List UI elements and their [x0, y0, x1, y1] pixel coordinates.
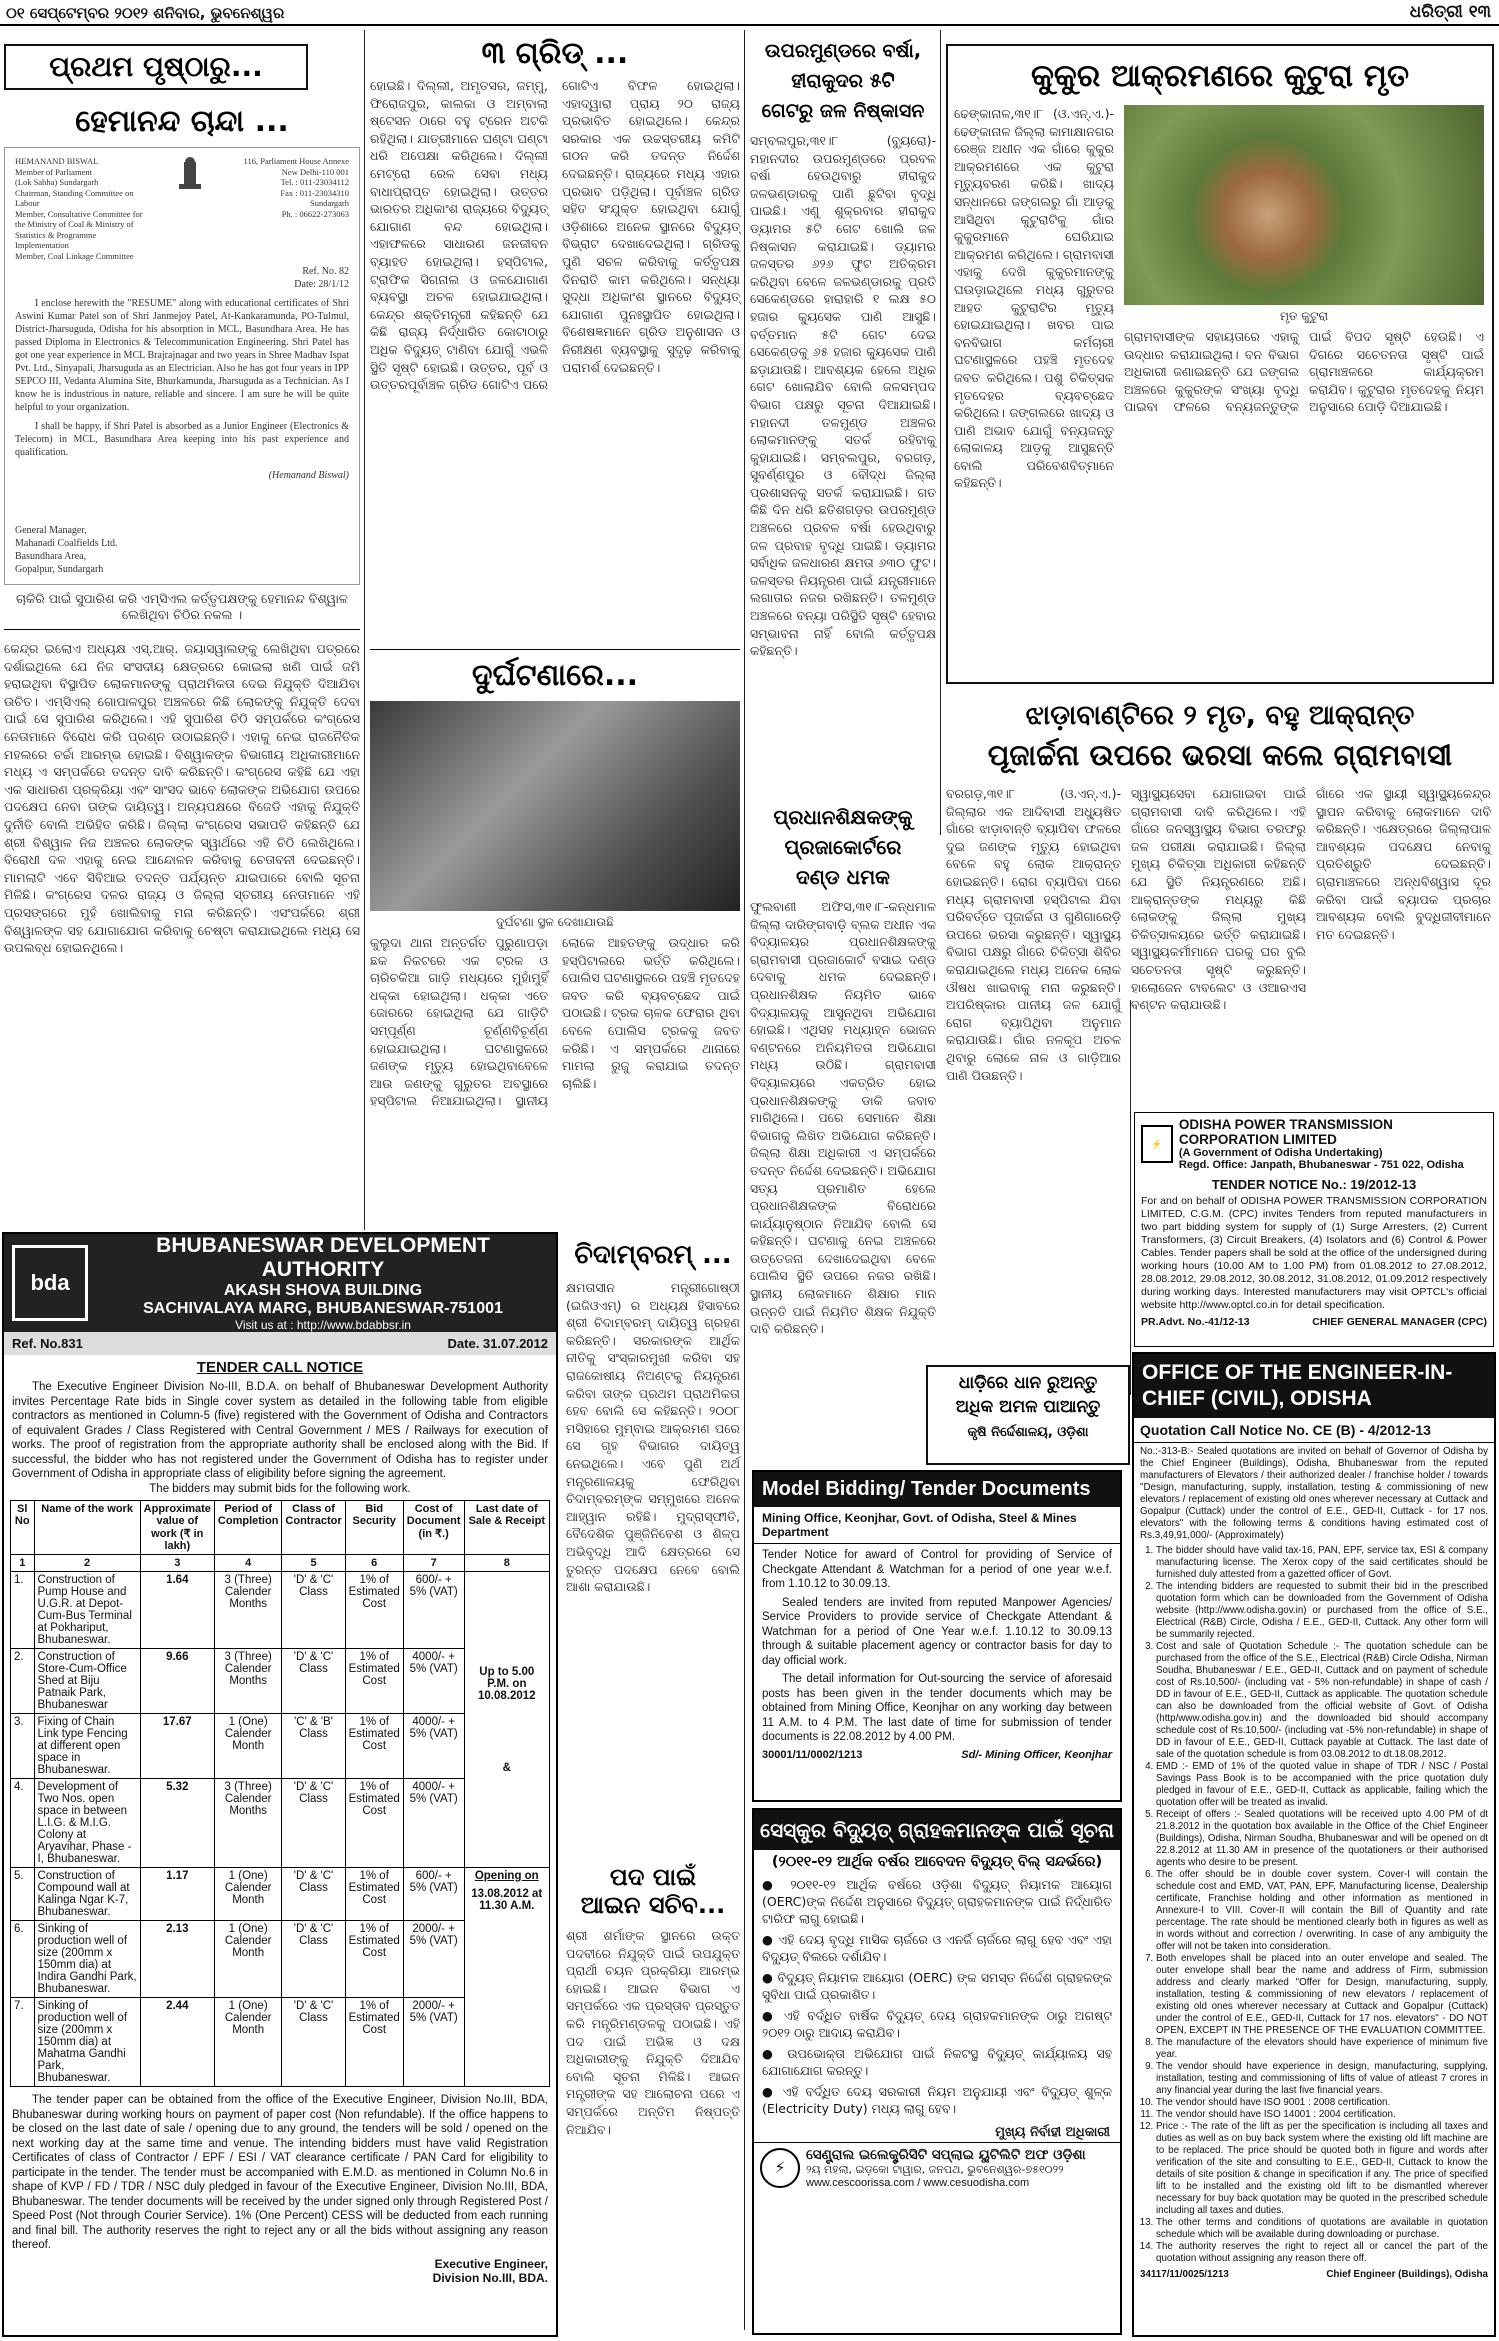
headline-prayer: ପୂଜାର୍ଚ୍ଚନା ଉପରେ ଭରସା କଲେ ଗ୍ରାମବାସୀ: [987, 738, 1453, 772]
article-body-diarrhoea-mid: ସ୍ୱାସ୍ଥ୍ୟସେବା ଯୋଗାଇବା ପାଇଁ ଗ୍ରାମବାସୀ ଦାବି କରିଥିଲେ। ଏହି ଗାଁରେ ଜନସ୍ୱାସ୍ଥ୍ୟ ବିଭାଗ ତରଫରୁ ଜଳ ପରୀକ୍ଷା କରାଯାଇଛି। ଜିଲ୍ଲା ମୁଖ୍ୟ ଚିକିତ୍ସା ଅଧିକାରୀ କହିଛନ୍ତି ଯେ ସ୍ଥିତି ନିୟନ୍ତ୍ରଣରେ ଅଛି। ଆକ୍ରାନ୍ତଙ୍କ ମଧ୍ୟରୁ କିଛି ଲୋକଙ୍କୁ ଜିଲ୍ଲା ମୁଖ୍ୟ ଚିକିତ୍ସାଳୟରେ ଭର୍ତ୍ତି କରାଯାଇଛି। ସ୍ୱାସ୍ଥ୍ୟକର୍ମୀମାନେ ଘରକୁ ଘର ବୁଲି ସଚେତନତା ସୃଷ୍ଟି କରୁଛନ୍ତି। ହାଲୋଜେନ ଟାବଲେଟ ଓ ଓଆରଏସ ବଣ୍ଟନ କରାଯାଉଛି।: [1131, 786, 1306, 1013]
opening-label: Opening on: [474, 1870, 539, 1882]
cell-security: 1% of Estimated Cost: [345, 1998, 403, 2087]
table-header: Last date of Sale & Receipt: [464, 1501, 549, 1555]
mining-body3: The detail information for Out-sourcing the service of aforesaid posts has been given in the tender documents which may be obtained from Mining Office, Keonjhar on any working day between 11 A.M. to 4 P.M. The last date of time for submission of tender documents is 22.08.2012 by 4.00 PM.: [762, 1673, 1112, 1743]
eic-item: 1. The bidder should have valid tax-16, PAN, EPF, service tax, ESI & company manufacturing license. The Xerox copy of the said certificates should be furnished duly attested from a gazetted officer of Govt.: [1156, 1545, 1488, 1581]
eic-item: 9. The vendor should have experience in design, manufacturing, supplying, installation, testing and commissioning of lifts of value of atleast 7 crores in any financial year during the last five financial years.: [1156, 2061, 1488, 2097]
cell-period: 1 (One) Calender Month: [214, 1868, 282, 1921]
col-num: 1: [11, 1555, 35, 1572]
eic-intro: No.:-313-B:- Sealed quotations are invited on behalf of Governor of Odisha by the Chief Engineer (Buildings), Odisha, Bhubaneswar from the reputed manufacturers of Elevators / their authorized dealer / franchise holder / towards "Design, manufacturing, supply, installation, testing & commissioning of new elevators / replacement of existing old ones wherever necessary at Cuttack and Gopalpur (Cuttack) under the control of E.E., GED-II, Cuttack - for 17 nos. elevators" with the following terms & conditions having estimated cost of Rs.3,49,91,000/- (Approximately): [1140, 1446, 1488, 1541]
cell-security: 1% of Estimated Cost: [345, 1868, 403, 1921]
table-header: Approximate value of work (₹ in lakh): [140, 1501, 214, 1555]
col-num: 3: [140, 1555, 214, 1572]
eic-item: 7. Both envelopes shall be placed into an outer envelope and sealed. The outer envelope shall bear the name and address of Firm, submission address and clearly marked "Offer for Design, manufacturing, supply, installation, testing & commissioning of new elevators / replacement of existing old ones wherever necessary at Cuttack and Gopalpur (Cuttack) under the control of E.E., GED-II, Cuttack for 17 nos. elevators" - DO NOT OPEN, EXCEPT IN THE PRESENCE OF THE EVALUATION COMMITTEE.: [1156, 1953, 1488, 2037]
cesu-website[interactable]: www.cescoorissa.com / www.cesuodisha.com: [806, 2177, 1030, 2189]
bda-footer: The tender paper can be obtained from the office of the Executive Engineer, Division No.III, BDA, Bhubaneswar during working hours on payment of paper cost (Non refundable). If the office happens to be closed on the last date of sale / opening due to any ground, the tenders will be sold / opened on the next working day at the same time and venue. The intending bidders must have valid Registration Certificates of class of Contractor / EPF / ESI / VAT clearance certificate / PAN Card for eligibility to participate in the tender. The tender must be accompanied with E.M.D. as mentioned in Column No.6 in shape of KVP / FD / TDR / NSC duly pledged in favour of the Executive Engineer, Division No.III, BDA, Bhubaneswar. The tender documents will be received by the under signed only through Registered Post / Speed Post (Not through Courier Service). 1% (One Percent) CESS will be deducted from each running and final bill. The authority reserves the right to reject any or all the bids without assigning any reason thereof.: [12, 2094, 548, 2251]
cell-class: 'D' & 'C' Class: [282, 1779, 345, 1868]
agri-ad-title: ଧାଡ଼ିରେ ଧାନ ରୁଅନ୍ତୁ ଅଧିକ ଅମଳ ପାଆନ୍ତୁ: [955, 1373, 1101, 1417]
cell-sl: 7.: [11, 1998, 35, 2087]
cell-cost: 2000/- + 5% (VAT): [403, 1921, 464, 1998]
cell-class: 'D' & 'C' Class: [282, 1649, 345, 1714]
bda-tender-ad: [2, 1232, 558, 2337]
article-body-hemanand: କେନ୍ଦ୍ର ଇଲୋଏ ଅଧ୍ୟକ୍ଷ ଏସ୍‌.ଆର୍‌. ଜୟାସୱାଲଙ୍କୁ ଲେଖିଥିବା ପତ୍ରରେ ଦର୍ଶାଇଥିଲେ ଯେ ନିଜ ସଂସଦୀୟ କ୍ଷେତ୍ରରେ କୋଇଲା ଖଣି ପାଇଁ ଜମି ହରାଇଥିବା ବିସ୍ଥାପିତ ଲୋକମାନଙ୍କୁ ପ୍ରାଥମିକତା ଦେଇ ନିଯୁକ୍ତି ଦିଆଯିବା ଉଚିତ। ଏମ୍‌ସିଏଲ୍‌ ଗୋପାଳପୁର ଅଞ୍ଚଳରେ କିଛି ଲୋକଙ୍କୁ ନିଯୁକ୍ତି ଦେବା ପାଇଁ ସେ ସୁପାରିଶ କରିଥିଲେ। ଏହି ସୁପାରିଶ ଚିଠି ସମ୍ପର୍କରେ କଂଗ୍ରେସ ନେତାମାନେ ବିରୋଧ କରି ପ୍ରଶ୍ନ ଉଠାଇଛନ୍ତି। ଏହାକୁ ନେଇ ରାଜନୈତିକ ମହଲରେ ଚର୍ଚ୍ଚା ଆରମ୍ଭ ହୋଇଛି। ବିଶ୍ୱାଳଙ୍କ ବିଭାଗୀୟ ଅଧିକାରୀମାନେ ମଧ୍ୟ ଏ ସମ୍ପର୍କରେ ତଦନ୍ତ ଦାବି କରିଛନ୍ତି। କଂଗ୍ରେସ କହିଛି ଯେ ଏହା ଏକ ସାଧାରଣ ପ୍ରକ୍ରିୟା ଏବଂ ସାଂସଦ ଭାବେ ଲୋକଙ୍କ ଅଭିଯୋଗ ଉପରେ ପଦକ୍ଷେପ ନେବା ତାଙ୍କ ଦାୟିତ୍ୱ। ଅନ୍ୟପକ୍ଷରେ ବିଜେଡି ଏହାକୁ ନିଯୁକ୍ତି ଦୁର୍ନୀତି ବୋଲି ଅଭିହିତ କରିଛି। ଜିଲ୍ଲା କଂଗ୍ରେସ ସଭାପତି କହିଛନ୍ତି ଯେ ଶ୍ରୀ ବିଶ୍ୱାଳ ନିଜ ଅଞ୍ଚଳର ଲୋକଙ୍କ ସ୍ୱାର୍ଥରେ ଏହି ଚିଠି ଲେଖିଥିଲେ। ବିରୋଧୀ ଦଳ ଏହାକୁ ନେଇ ଆନ୍ଦୋଳନ କରିବାକୁ ଚେତାବନୀ ଦେଇଛନ୍ତି। ମାମଲାଟି ଏବେ ସିବିଆଇ ତଦନ୍ତ ପର୍ଯ୍ୟନ୍ତ ଯାଇପାରେ ବୋଲି ସୂଚନା ମିଳିଛି। କଂଗ୍ରେସ ଦଳର ରାଜ୍ୟ ଓ ଜିଲ୍ଲା ସ୍ତରୀୟ ନେତାମାନେ ଏହି ପ୍ରସଙ୍ଗରେ ମୁହଁ ଖୋଲିବାକୁ ମନା କରିଛନ୍ତି। ଏସଂପର୍କରେ ଶ୍ରୀ ବିଶ୍ୱାଳଙ୍କ ସହ ଯୋଗାଯୋଗ କରିବାକୁ ଚେଷ୍ଟା କରାଯାଇଥିଲେ ମଧ୍ୟ ସେ ଉପଲବ୍ଧ ହୋଇନଥିଲେ।: [4, 641, 360, 956]
optcl-body: For and on behalf of ODISHA POWER TRANSMISSION CORPORATION LIMITED, C.G.M. (CPC) invites Tenders from reputed manufacturers in two part bidding system for supply of (1) Surge Arresters, (2) Current Transformers, (3) Circuit Breakers, (4) Isolators and (6) Control & Power Cables. Tender papers shall be sold at the office of the undersigned during working hours (10.00 AM to 1.00 PM) from 01.08.2012 to 27.08.2012, 28.08.2012, 29.08.2012, 30.08.2012, 31.08.2012, 01.09.2012 respectively during working days. Interested manufacturers may visit OPTCL's official website http://www.optcl.co.in for detail specification.: [1141, 1195, 1487, 1311]
optcl-adv-no: PR.Advt. No.-41/12-13: [1141, 1316, 1250, 1328]
headline-chidambaram: ଚିଦାମ୍ବରମ୍‌ ...: [574, 1240, 732, 1270]
cell-name: Construction of Pump House and U.G.R. at Depot-Cum-Bus Terminal at Pokhariput, Bhubaneswar.: [34, 1572, 140, 1649]
col-num: 5: [282, 1555, 345, 1572]
mining-tender-ad: [752, 1470, 1122, 1802]
eic-item: 4. EMD :- EMD of 1% of the quoted value in shape of TDR / NSC / Postal Savings Pass Book is to be accompanied with the price quotation duly pledged in favour of E.E., GED-II, Cuttack as applicable, failing which the quotation offer will be treated as invalid.: [1156, 1761, 1488, 1809]
cesu-address: ୨ୟ ମହଲା, ଇଡ଼କୋ ଟାୱାର, ଜନପଥ, ଭୁବନେଶ୍ୱର-୭୫୧୦୨୨: [806, 2163, 1064, 2176]
dog-photo-caption: ମୃତ କୁଟୁରା: [1279, 309, 1329, 323]
article-body-diarrhoea-right: ଗାଁରେ ଏକ ସ୍ଥାୟୀ ସ୍ୱାସ୍ଥ୍ୟକେନ୍ଦ୍ର ସ୍ଥାପନ କରିବାକୁ ଲୋକମାନେ ଦାବି କରିଛନ୍ତି। ଏକ୍ଷେତ୍ରରେ ଜିଲ୍ଲାପାଳ ଆବଶ୍ୟକ ପଦକ୍ଷେପ ନେବାକୁ ପ୍ରତିଶ୍ରୁତି ଦେଇଛନ୍ତି। ଗ୍ରାମାଞ୍ଚଳରେ ଅନ୍ଧବିଶ୍ୱାସ ଦୂର କରିବା ପାଇଁ ବ୍ୟାପକ ପ୍ରଚାର ଆବଶ୍ୟକ ବୋଲି ବୁଦ୍ଧିଜୀବୀମାନେ ମତ ଦେଇଛନ୍ତି।: [1316, 786, 1491, 942]
cell-last-date: [464, 1572, 549, 1868]
cell-value: 1.17: [140, 1868, 214, 1921]
table-row: [11, 1572, 550, 1649]
eic-item: 8. The manufacture of the elevators should have experience of minimum five year.: [1156, 2037, 1488, 2061]
letter-close: I shall be happy, if Shri Patel is absorbed as a Junior Engineer (Electronics & Telecom) in MCL, Basundhara Area keeping into his past experience and qualification.: [15, 421, 349, 458]
letter-head-left: HEMANAND BISWAL Member of Parliament (Lok Sabha) Sundargarh Chairman, Standing Committee on Labour Member, Consultative Committee for the Ministry of Coal & Ministry of Statistics & Programme Implementation Member, Coal Linkage Committee: [15, 156, 143, 261]
table-row: [11, 1868, 550, 1921]
cesu-sign: ମୁଖ୍ୟ ନିର୍ବାହୀ ଅଧିକାରୀ: [995, 2125, 1110, 2140]
optcl-notice-no: TENDER NOTICE No.: 19/2012-13: [1211, 1177, 1417, 1192]
cesu-item-text: ଏହି ଦେୟ ବୃଦ୍ଧି ମାସିକ ଚାର୍ଜରେ ଓ ଏନର୍ଜି ଚାର୍ଜରେ ଲାଗୁ ହେବ ଏବଂ ଏହା ବିଦ୍ୟୁତ୍‌ ବିଲରେ ଦର୍ଶାଯିବ।: [762, 1932, 1112, 1964]
cesu-item: ● ଏହି ବର୍ଦ୍ଧିତ ଦେୟ ସରକାରୀ ନିୟମ ଅନୁଯାୟୀ ଏବଂ ବିଦ୍ୟୁତ୍‌ ଶୁଳ୍କ (Electricity Duty) ମଧ୍ୟ ଲାଗୁ ହେବ।: [762, 2084, 1112, 2116]
optcl-tender-ad: [1134, 1112, 1494, 1347]
col2-section: [370, 32, 740, 1227]
eic-item: 6. The offer should be in double cover system. Cover-I will contain the schedule cost and EMD, VAT, PAN, EPF, Manufacturing license, Dealership certificate, Franchise holding and other information as mentioned in Annexure-I to VIII. Cover-II will contain the Bill of Quantity and rate percentage. The rate should be mentioned clearly both in figures as well as in words without and correction / overwriting. In case of any ambiguity the offer will not be taken into consideration.: [1156, 1869, 1488, 1953]
cesu-item-text: ଏହି ବର୍ଦ୍ଧିତ ଦେୟ ସରକାରୀ ନିୟମ ଅନୁଯାୟୀ ଏବଂ ବିଦ୍ୟୁତ୍‌ ଶୁଳ୍କ (Electricity Duty) ମଧ୍ୟ ଲାଗୁ ହେବ।: [762, 2084, 1112, 2116]
bda-tender-table: [10, 1500, 550, 2087]
table-header: Period of Completion: [214, 1501, 282, 1555]
accident-photo: [370, 701, 740, 911]
cell-sl: 2.: [11, 1649, 35, 1714]
cell-class: 'C' & 'B' Class: [282, 1714, 345, 1779]
bda-sign1: Executive Engineer,: [434, 2256, 548, 2271]
eic-item: 11. The vendor should have ISO 14001 : 2004 certification.: [1156, 2109, 1488, 2121]
cell-name: Fixing of Chain Link type Fencing at different open space in Bhubaneswar.: [34, 1714, 140, 1779]
headline-diarrhoea: ଝାଡ଼ାବାଣ୍ଟିରେ ୨ ମୃତ, ବହୁ ଆକ୍ରାନ୍ତ: [1025, 700, 1415, 731]
dead-deer-photo: [1124, 105, 1484, 305]
bda-ref: Ref. No.831: [12, 1336, 83, 1351]
cell-cost: 4000/- + 5% (VAT): [403, 1649, 464, 1714]
article-body-diarrhoea-left: ବରଗଡ଼,୩୧।୮ (ଓ.ଏନ୍‌.ଏ.)- ଜିଲ୍ଲାର ଏକ ଆଦିବାସୀ ଅଧ୍ୟୁଷିତ ଗାଁରେ ଝାଡ଼ାବାନ୍ତି ବ୍ୟାପିବା ଫଳରେ ଦୁଇ ଜଣଙ୍କ ମୃତ୍ୟୁ ହୋଇଥିବା ବେଳେ ବହୁ ଲୋକ ଆକ୍ରାନ୍ତ ହୋଇଛନ୍ତି। ରୋଗ ବ୍ୟାପିବା ପରେ ମଧ୍ୟ ଗ୍ରାମବାସୀ ହସ୍ପିଟାଲ ଯିବା ପରିବର୍ତ୍ତେ ପୂଜାର୍ଚ୍ଚନା ଓ ଗୁଣିଗାରେଡ଼ି ଉପରେ ଭରସା କରୁଛନ୍ତି। ସ୍ୱାସ୍ଥ୍ୟ ବିଭାଗ ପକ୍ଷରୁ ଗାଁରେ ଚିକିତ୍ସା ଶିବିର କରାଯାଇଥିଲେ ମଧ୍ୟ ଅନେକ ଲୋକ ଔଷଧ ଖାଇବାକୁ ମନା କରୁଛନ୍ତି। ଅପରିଷ୍କାର ପାନୀୟ ଜଳ ଯୋଗୁଁ ରୋଗ ବ୍ୟାପିଥିବା ଅନୁମାନ କରାଯାଉଛି। ଗାଁର ନଳକୂପ ଅଚଳ ଥିବାରୁ ଲୋକେ ନାଳ ଓ ଗାଡ଼ିଆର ପାଣି ପିଉଛନ୍ତି।: [946, 786, 1121, 1083]
table-header: Class of Contractor: [282, 1501, 345, 1555]
cesu-logo-icon: ⚡: [760, 2148, 800, 2188]
mining-title: Model Bidding/ Tender Documents: [754, 1472, 1120, 1507]
eic-item: 14. The authority reserves the right to reject all or cancel the part of the quotation without assigning any reason there off.: [1156, 2241, 1488, 2265]
cell-name: Construction of Store-Cum-Office Shed at Biju Patnaik Park, Bhubaneswar: [34, 1649, 140, 1714]
cell-sl: 3.: [11, 1714, 35, 1779]
cell-value: 17.67: [140, 1714, 214, 1779]
cell-name: Sinking of production well of size (200mm x 150mm dia) at Indira Gandhi Park, Bhubaneswar.: [34, 1921, 140, 1998]
cell-class: 'D' & 'C' Class: [282, 1998, 345, 2087]
optcl-sub: (A Government of Odisha Undertaking): [1178, 1147, 1383, 1159]
ampersand: &: [502, 1761, 511, 1774]
agriculture-ad: [926, 1365, 1130, 1465]
letter-body: I enclose herewith the "RESUME" along with educational certificates of Shri Aswini Kumar Patel son of Shri Janmejoy Patel, At-Kankaramunda, PO-Tulmul, District-Jharsuguda, Odisha for his absorption in MCL, Basundhara Area. He has passed Diploma in Electronics & Telecommunication Engineering. Shri Patel has got one year experience in MCL Brajrajnagar and two years in Shree Madhav Ispat Pvt. Ltd., Sinyapali, Jharsuguda as an Electrician. Also he has got four years in IPP SEPCO III, Vedanta Alumina Site, Bhurkamunda, Jharsuguda as a Technician. As I know he is industrious in nature, reliable and sincere. I am sure he will be quite helpful to your organization.: [15, 298, 349, 413]
col-num: 2: [34, 1555, 140, 1572]
headline-grid: ୩ ଗ୍ରିଡ୍‌ ...: [481, 36, 629, 71]
cesu-item-text: ଏହି ବର୍ଦ୍ଧିତ ବାର୍ଷିକ ବିଦ୍ୟୁତ୍‌ ଦେୟ ଗ୍ରାହକମାନଙ୍କ ଠାରୁ ଅଗଷ୍ଟ ୨୦୧୨ ଠାରୁ ଆଦାୟ କରାଯିବ।: [762, 2008, 1112, 2040]
cell-name: Development of Two Nos. open space in between L.I.G. & M.I.G. Colony at Aryavihar, Phase - I, Bhubaneswar.: [34, 1779, 140, 1868]
bda-sign2: Division No.III, BDA.: [432, 2270, 548, 2285]
cesu-item: ● ୨୦୧୧-୧୨ ଆର୍ଥିକ ବର୍ଷରେ ଓଡ଼ିଶା ବିଦ୍ୟୁତ୍‌ ନିୟାମକ ଆୟୋଗ (OERC)ଙ୍କ ନିର୍ଦ୍ଦେଶ ଅନୁସାରେ ବିଦ୍ୟୁତ୍‌ ଗ୍ରାହକମାନଙ୍କ ପାଇଁ ନିର୍ଦ୍ଧାରିତ ଟାରିଫ ଲାଗୁ ହୋଇଛି।: [762, 1877, 1112, 1926]
eic-item: 3. Cost and sale of Quotation Schedule :- The quotation schedule can be purchased from the office of the S.E., Electrical (R&B) Circle Odisha, Nirman Soudha, Bhubaneswar / E.E., GED-II, Cuttack and on payment of schedule cost of Rs.10,500/- (including vat - 5% non-refundable) in shape of cash / DD in favour of E.E., GED-II, Cuttack as applicable. The quotation schedule can also be downloaded from the official website of Govt. of Odisha (http/www.odisha.gov.in) and the downloaded bid should accompany schedule cost of Rs.10,500/- (including vat -5% non-refundable) in shape of DD in favour of E.E., GED-II, Cuttack payable at Cuttack. The last date of sale of the quotation schedule is from 03.08.2012 to dt.18.08.2012.: [1156, 1641, 1488, 1761]
cell-sl: 5.: [11, 1868, 35, 1921]
dog-story: [946, 44, 1494, 684]
optcl-sign: CHIEF GENERAL MANAGER (CPC): [1312, 1316, 1487, 1328]
optcl-office: Regd. Office: Janpath, Bhubaneswar - 751 022, Odisha: [1178, 1159, 1464, 1171]
cell-period: 3 (Three) Calender Months: [214, 1779, 282, 1868]
letter-ref: Ref. No. 82: [302, 266, 349, 277]
cell-security: 1% of Estimated Cost: [345, 1649, 403, 1714]
cell-security: 1% of Estimated Cost: [345, 1921, 403, 1998]
accident-photo-caption: ଦୁର୍ଘଟଣା ସ୍ଥଳ ଦେଖାଯାଉଛି: [496, 915, 614, 929]
col-num: 7: [403, 1555, 464, 1572]
letter-caption: ଚାକିରି ପାଇଁ ସୁପାରିଶ କରି ଏମ୍‌ସିଏଲ କର୍ତ୍ତୃପକ୍ଷଙ୍କୁ ହେମାନନ୍ଦ ବିଶ୍ୱାଳ ଲେଖିଥିବା ଚିଠିର ନକଲ ।: [4, 591, 360, 630]
table-header: Cost of Document (in ₹.): [403, 1501, 464, 1555]
mining-org: Mining Office, Keonjhar, Govt. of Odisha, Steel & Mines Department: [754, 1507, 1120, 1544]
recommendation-letter: [4, 147, 360, 585]
optcl-org: ODISHA POWER TRANSMISSION CORPORATION LIMITED: [1178, 1117, 1393, 1147]
cell-period: 1 (One) Calender Month: [214, 1714, 282, 1779]
cell-name: Construction of Compound wall at Kalinga Ngar K-7, Bhubaneswar.: [34, 1868, 140, 1921]
cell-cost: 4000/- + 5% (VAT): [403, 1714, 464, 1779]
eic-sign: Chief Engineer (Buildings), Odisha: [1326, 2269, 1488, 2280]
agri-ad-org: କୃଷି ନିର୍ଦ୍ଦେଶାଳୟ, ଓଡ଼ିଶା: [967, 1425, 1089, 1440]
cell-period: 3 (Three) Calender Months: [214, 1572, 282, 1649]
article-body-law-secretary: ଶ୍ରୀ ଶର୍ମାଙ୍କ ସ୍ଥାନରେ ଉକ୍ତ ପଦବୀରେ ନିଯୁକ୍ତି ପାଇଁ ଉପଯୁକ୍ତ ପ୍ରାର୍ଥୀ ଚୟନ ପ୍ରକ୍ରିୟା ଆରମ୍ଭ ହୋଇଛି। ଆଇନ ବିଭାଗ ଏ ସମ୍ପର୍କରେ ଏକ ପ୍ରସ୍ତାବ ପ୍ରସ୍ତୁତ କରି ମନ୍ତ୍ରିମଣ୍ଡଳକୁ ପଠାଇଛି। ଏହି ପଦ ପାଇଁ ଅଭିଜ୍ଞ ଓ ଦକ୍ଷ ଅଧିକାରୀଙ୍କୁ ନିଯୁକ୍ତି ଦିଆଯିବ ବୋଲି ସୂଚନା ମିଳିଛି। ଆଇନ ମନ୍ତ୍ରୀଙ୍କ ସହ ଆଲୋଚନା ପରେ ଏ ସମ୍ପର୍କରେ ଅନ୍ତିମ ନିଷ୍ପତ୍ତି ନିଆଯିବ।: [566, 1928, 740, 2137]
article-body-grid: ହୋଇଛି। ଦିଲ୍ଲୀ, ଅମୃତସର, ଜମ୍ମୁ, ଫିରୋଜପୁର, କାଲକା ଓ ଅମ୍ବାଲା ଷ୍ଟେସନ ଠାରେ ବହୁ ଟ୍ରେନ ଅଟକି ରହିଥିଲା। ଯାତ୍ରୀମାନେ ଘଣ୍ଟା ଘଣ୍ଟା ଧରି ଅପେକ୍ଷା କରିଥିଲେ। ଦିଲ୍ଲୀ ମେଟ୍ରୋ ରେଳ ସେବା ମଧ୍ୟ ବାଧାପ୍ରାପ୍ତ ହୋଇଥିଲା। ଉତ୍ତର ଭାରତର ଅଧିକାଂଶ ରାଜ୍ୟରେ ବିଦ୍ୟୁତ୍‌ ଯୋଗାଣ ବନ୍ଦ ହୋଇଥିଲା। ଏହାଫଳରେ ସାଧାରଣ ଜନଜୀବନ ବ୍ୟାହତ ହୋଇଥିଲା। ହସ୍ପିଟାଲ, ଟ୍ରାଫିକ ସିଗନାଲ ଓ ଜଳଯୋଗାଣ ବ୍ୟବସ୍ଥା ଅଚଳ ହୋଇଯାଇଥିଲା। କେନ୍ଦ୍ର ଶକ୍ତିମନ୍ତ୍ରୀ କହିଛନ୍ତି ଯେ କିଛି ରାଜ୍ୟ ନିର୍ଦ୍ଧାରିତ କୋଟାଠାରୁ ଅଧିକ ବିଦ୍ୟୁତ୍‌ ଟାଣିବା ଯୋଗୁଁ ଏଭଳି ସ୍ଥିତି ସୃଷ୍ଟି ହୋଇଛି। ଉତ୍ତର, ପୂର୍ବ ଓ ଉତ୍ତରପୂର୍ବାଞ୍ଚଳ ଗ୍ରିଡ ଗୋଟିଏ ପରେ ଗୋଟିଏ ବିଫଳ ହୋଇଥିଲା। ଏହାଦ୍ୱାରା ପ୍ରାୟ ୨୦ ରାଜ୍ୟ ପ୍ରଭାବିତ ହୋଇଥିଲେ। କେନ୍ଦ୍ର ସରକାର ଏକ ଉଚ୍ଚସ୍ତରୀୟ କମିଟି ଗଠନ କରି ତଦନ୍ତ ନିର୍ଦ୍ଦେଶ ଦେଇଛନ୍ତି। ରାଜ୍ୟରେ ମଧ୍ୟ ଏହାର ପ୍ରଭାବ ପଡ଼ିଥିଲା। ପୂର୍ବାଞ୍ଚଳ ଗ୍ରିଡ ସହିତ ସଂଯୁକ୍ତ ହୋଇଥିବା ଯୋଗୁଁ ଓଡ଼ିଶାରେ ଅନେକ ସ୍ଥାନରେ ବିଦ୍ୟୁତ୍‌ ବିଭ୍ରାଟ ଦେଖାଦେଇଥିଲା। ଗ୍ରିଡକୁ ପୁଣି ସଚଳ କରିବାକୁ କର୍ତ୍ତୃପକ୍ଷ ଦିନରାତି କାମ କରିଥିଲେ। ସନ୍ଧ୍ୟା ସୁଦ୍ଧା ଅଧିକାଂଶ ସ୍ଥାନରେ ବିଦ୍ୟୁତ୍‌ ଯୋଗାଣ ପୁନଃସ୍ଥାପିତ ହୋଇଥିଲା। ବିଶେଷଜ୍ଞମାନେ ଗ୍ରିଡ ଅନୁଶାସନ ଓ ନିରୀକ୍ଷଣ ବ୍ୟବସ୍ଥାକୁ ସୁଦୃଢ଼ କରିବାକୁ ପରାମର୍ଶ ଦେଇଛନ୍ତି।: [370, 78, 740, 393]
header-paper-name: ଧରିତ୍ରୀ ୧୩: [1409, 2, 1491, 22]
cell-period: 3 (Three) Calender Months: [214, 1649, 282, 1714]
cesu-title: ସେସ୍କୁର ବିଦ୍ୟୁତ୍‌ ଗ୍ରାହକମାନଙ୍କ ପାଇଁ ସୂଚନା: [754, 1810, 1120, 1850]
cesu-item: ● ବିଦ୍ୟୁତ୍‌ ନିୟାମକ ଆୟୋଗ (OERC) ଙ୍କ ସମସ୍ତ ନିର୍ଦ୍ଦେଶ ଗ୍ରାହକଙ୍କ ସୁବିଧା ପାଇଁ ପ୍ରକାଶିତ।: [762, 1970, 1112, 2002]
bda-intro: The Executive Engineer Division No-III, B.D.A. on behalf of Bhubaneswar Development Authority invites Percentage Rate bids in Single cover system as detailed in the following table from eligible contractors as mentioned in Column-5 (five) registered with the Government of Odisha and Contractors of equivalent Grades / Class Registered with Central Government / MES / Railways for execution of works. The proof of registration from the appropriate authority shall be enclosed along with the Bid. If successful, the bidder who has not registered under the Government of Odisha has to register under Government of Odisha in appropriate class of eligibility before signing the agreement.: [12, 1381, 548, 1480]
eic-quotation-ad: [1132, 1352, 1496, 2337]
article-body-accident: କୁଲୁଦା ଥାନା ଅନ୍ତର୍ଗତ ପୁରୁଣାପଡ଼ା ଛକ ନିକଟରେ ଏକ ଟ୍ରକ ଓ ଚାରିଚକିଆ ଗାଡ଼ି ମଧ୍ୟରେ ମୁହାଁମୁହିଁ ଧକ୍କା ହୋଇଥିଲା। ଧକ୍କା ଏତେ ଜୋରରେ ହୋଇଥିଲା ଯେ ଗାଡ଼ିଟି ସମ୍ପୂର୍ଣ୍ଣ ଚୂର୍ଣ୍ଣବିଚୂର୍ଣ୍ଣ ହୋଇଯାଇଥିଲା। ଘଟଣାସ୍ଥଳରେ ଜଣଙ୍କ ମୃତ୍ୟୁ ହୋଇଥିବାବେଳେ ଆଉ ଜଣଙ୍କୁ ଗୁରୁତର ଅବସ୍ଥାରେ ହସ୍ପିଟାଲ ନିଆଯାଇଥିଲା। ସ୍ଥାନୀୟ ଲୋକେ ଆହତଙ୍କୁ ଉଦ୍ଧାର କରି ହସ୍ପିଟାଲରେ ଭର୍ତ୍ତି କରିଥିଲେ। ପୋଲିସ ଘଟଣାସ୍ଥଳରେ ପହଞ୍ଚି ମୃତଦେହ ଜବତ କରି ବ୍ୟବଚ୍ଛେଦ ପାଇଁ ପଠାଇଛି। ଟ୍ରକ ଚାଳକ ଫେରାର ଥିବା ବେଳେ ପୋଲିସ ଟ୍ରକକୁ ଜବତ କରିଛି। ଏ ସମ୍ପର୍କରେ ଥାନାରେ ମାମଲା ରୁଜୁ କରାଯାଇ ତଦନ୍ତ ଚାଲିଛି।: [370, 935, 740, 1109]
cesu-item: ● ଏହି ଦେୟ ବୃଦ୍ଧି ମାସିକ ଚାର୍ଜରେ ଓ ଏନର୍ଜି ଚାର୍ଜରେ ଲାଗୁ ହେବ ଏବଂ ଏହା ବିଦ୍ୟୁତ୍‌ ବିଲରେ ଦର୍ଶାଯିବ।: [762, 1932, 1112, 1964]
eic-item: 5. Receipt of offers :- Sealed quotations will be received upto 4.00 PM of dt 21.8.2012 in the quotation box available in the Office of the Chief Engineer (Buildings), Odisha, Nirman Soudha, Bhubaneswar and will be opened on dt 22.8.2012 at 11.30 AM in presence of the quotationers or their authorised agents who desire to be present.: [1156, 1809, 1488, 1869]
cell-opening: [464, 1868, 549, 2087]
mining-sign: Sd/- Mining Officer, Keonjhar: [961, 1748, 1112, 1761]
mining-ref: 30001/11/0002/1213: [762, 1748, 863, 1761]
col1-section: [4, 32, 360, 1227]
cesu-org: ସେଣ୍ଟ୍ରାଲ ଇଲେକ୍ଟ୍ରିସିଟି ସପ୍ଲାଇ ୟୁଟିଲିଟି ଅଫ ଓଡ଼ିଶା: [806, 2147, 1086, 2163]
cell-sl: 6.: [11, 1921, 35, 1998]
mining-body1: Tender Notice for award of Control for providing of Service of Checkgate Attendant & Watchman for a period of one year w.e.f. from 1.10.12 to 30.09.13.: [762, 1549, 1112, 1590]
cell-period: 1 (One) Calender Month: [214, 1921, 282, 1998]
eic-ref: 34117/11/0025/1213: [1140, 2269, 1229, 2280]
cell-security: 1% of Estimated Cost: [345, 1572, 403, 1649]
eic-title: OFFICE OF THE ENGINEER-IN-CHIEF (CIVIL), ODISHA: [1134, 1354, 1494, 1418]
article-body-headmaster: ଫୁଲବାଣୀ ଅଫିସ,୩୧।୮-କନ୍ଧମାଳ ଜିଲ୍ଲା ଦାରିଙ୍ଗବାଡ଼ି ବ୍ଲକ ଅଧୀନ ଏକ ବିଦ୍ୟାଳୟର ପ୍ରଧାନଶିକ୍ଷକଙ୍କୁ ଗ୍ରାମବାସୀ ପ୍ରଜାକୋର୍ଟ ବସାଇ ଦଣ୍ଡ ଦେବାକୁ ଧମକ ଦେଇଛନ୍ତି। ପ୍ରଧାନଶିକ୍ଷକ ନିୟମିତ ଭାବେ ବିଦ୍ୟାଳୟକୁ ଆସୁନଥିବା ଅଭିଯୋଗ ହୋଇଛି। ଏଥିସହ ମଧ୍ୟାହ୍ନ ଭୋଜନ ବଣ୍ଟନରେ ଅନିୟମିତତା ଅଭିଯୋଗ ମଧ୍ୟ ଉଠିଛି। ଗ୍ରାମବାସୀ ବିଦ୍ୟାଳୟରେ ଏକତ୍ରିତ ହୋଇ ପ୍ରଧାନଶିକ୍ଷକଙ୍କୁ ଡାକି ଜବାବ ମାଗିଥିଲେ। ପରେ ସେମାନେ ଶିକ୍ଷା ବିଭାଗକୁ ଲିଖିତ ଅଭିଯୋଗ କରିଛନ୍ତି। ଜିଲ୍ଲା ଶିକ୍ଷା ଅଧିକାରୀ ଏ ସମ୍ପର୍କରେ ତଦନ୍ତ ନିର୍ଦ୍ଦେଶ ଦେଇଛନ୍ତି। ଅଭିଯୋଗ ସତ୍ୟ ପ୍ରମାଣିତ ହେଲେ ପ୍ରଧାନଶିକ୍ଷକଙ୍କ ବିରୋଧରେ କାର୍ଯ୍ୟାନୁଷ୍ଠାନ ନିଆଯିବ ବୋଲି ସେ କହିଛନ୍ତି। ଘଟଣାକୁ ନେଇ ଅଞ୍ଚଳରେ ଉତ୍ତେଜନା ଦେଖାଦେଇଥିବା ବେଳେ ପୋଲିସ ସ୍ଥିତି ଉପରେ ନଜର ରଖିଛି। ସ୍ଥାନୀୟ ଲୋକମାନେ ଶିକ୍ଷାର ମାନ ଉନ୍ନତି ପାଇଁ ନିୟମିତ ଶିକ୍ଷକ ନିଯୁକ୍ତି ଦାବି କରିଛନ୍ତି।: [750, 899, 936, 1337]
article-body-dog-right: ଗ୍ରାମବାସୀଙ୍କ ସହାୟତାରେ ଏହାକୁ ଉଦ୍ଧାର କରାଯାଇଥିଲା। ବନ ବିଭାଗ ଅଧିକାରୀ ଜଣାଇଛନ୍ତି ଯେ ଜଙ୍ଗଲ ଅଞ୍ଚଳରେ କୁକୁରଙ୍କ ସଂଖ୍ୟା ବୃଦ୍ଧି ପାଇବା ଫଳରେ ବନ୍ୟଜନ୍ତୁଙ୍କ ପାଇଁ ବିପଦ ସୃଷ୍ଟି ହେଉଛି। ଏ ଦିଗରେ ସଚେତନତା ସୃଷ୍ଟି ପାଇଁ ଗ୍ରାମାଞ୍ଚଳରେ କାର୍ଯ୍ୟକ୍ରମ କରାଯିବ। କୁଟୁରାର ମୃତଦେହକୁ ନିୟମ ଅନୁସାରେ ପୋଡ଼ି ଦିଆଯାଇଛି।: [1124, 329, 1484, 415]
cesu-notice-ad: [752, 1808, 1122, 2335]
header-date: ୦୧ ସେପ୍ଟେମ୍ବର ୨୦୧୨ ଶନିବାର, ଭୁବନେଶ୍ୱର: [6, 4, 285, 22]
cell-sl: 4.: [11, 1779, 35, 1868]
cell-value: 2.13: [140, 1921, 214, 1998]
headline-law-secretary: ପଦ ପାଇଁ ଆଇନ ସଚିବ...: [580, 1863, 726, 1919]
bda-intro2: The bidders may submit bids for the following work.: [149, 1482, 411, 1495]
section-title: ପ୍ରଥମ ପୃଷ୍ଠାରୁ...: [4, 44, 308, 90]
cesu-item: ● ଉପଭୋକ୍ତା ଅଭିଯୋଗ ପାଇଁ ନିକଟସ୍ଥ ବିଦ୍ୟୁତ୍‌ କାର୍ଯ୍ୟାଳୟ ସହ ଯୋଗାଯୋଗ କରନ୍ତୁ।: [762, 2046, 1112, 2078]
cell-class: 'D' & 'C' Class: [282, 1572, 345, 1649]
cell-value: 2.44: [140, 1998, 214, 2087]
eic-item: 10. The vendor should have ISO 9001 : 2008 certification.: [1156, 2097, 1488, 2109]
table-header: Name of the work: [34, 1501, 140, 1555]
col-num: 8: [464, 1555, 549, 1572]
cell-cost: 600/- + 5% (VAT): [403, 1572, 464, 1649]
opening-date: 13.08.2012 at 11.30 A.M.: [471, 1888, 543, 1912]
optcl-logo-icon: ⚡: [1141, 1125, 1173, 1163]
headline-headmaster: ପ୍ରଧାନଶିକ୍ଷକଙ୍କୁ ପ୍ରଜାକୋର୍ଟରେ ଦଣ୍ଡ ଧମକ: [773, 805, 913, 889]
cesu-subtitle: (୨୦୧୧-୧୨ ଆର୍ଥିକ ବର୍ଷର ଆବେଦନ ବିଦ୍ୟୁତ୍‌ ବିଲ୍‌ ସନ୍ଦର୍ଭରେ): [771, 1854, 1103, 1870]
bda-address: SACHIVALAYA MARG, BHUBANESWAR-751001: [143, 1300, 503, 1317]
cell-class: 'D' & 'C' Class: [282, 1868, 345, 1921]
cell-sl: 1.: [11, 1572, 35, 1649]
cell-cost: 600/- + 5% (VAT): [403, 1868, 464, 1921]
cell-class: 'D' & 'C' Class: [282, 1921, 345, 1998]
cesu-item-text: ବିଦ୍ୟୁତ୍‌ ନିୟାମକ ଆୟୋଗ (OERC) ଙ୍କ ସମସ୍ତ ନିର୍ଦ୍ଦେଶ ଗ୍ରାହକଙ୍କ ସୁବିଧା ପାଇଁ ପ୍ରକାଶିତ।: [762, 1970, 1112, 2002]
headline-accident: ଦୁର୍ଘଟଣାରେ...: [370, 649, 740, 693]
bda-org: BHUBANESWAR DEVELOPMENT AUTHORITY: [156, 1234, 490, 1281]
headline-dog-attack: କୁକୁର ଆକ୍ରମଣରେ କୁଟୁରା ମୃତ: [1030, 58, 1410, 94]
headline-hirakud: ଉପରମୁଣ୍ଡରେ ବର୍ଷା, ହୀରାକୁଦର ୫ଟି ଗେଟରୁ ଜଳ ନିଷ୍କାସନ: [761, 40, 925, 122]
col2-lower: [566, 1232, 740, 2332]
mining-body2: Sealed tenders are invited from reputed Manpower Agencies/ Service Providers to provide service of Checkgate Attendant & Watchman for a period of One Year w.e.f. 1.10.12 to 30.09.13 through & suitable placement agency or contractor basis for day to day official work.: [762, 1596, 1112, 1667]
cell-cost: 4000/- + 5% (VAT): [403, 1779, 464, 1868]
cesu-item-text: ୨୦୧୧-୧୨ ଆର୍ଥିକ ବର୍ଷରେ ଓଡ଼ିଶା ବିଦ୍ୟୁତ୍‌ ନିୟାମକ ଆୟୋଗ (OERC)ଙ୍କ ନିର୍ଦ୍ଦେଶ ଅନୁସାରେ ବିଦ୍ୟୁତ୍‌ ଗ୍ରାହକମାନଙ୍କ ପାଇଁ ନିର୍ଦ୍ଧାରିତ ଟାରିଫ ଲାଗୁ ହୋଇଛି।: [762, 1877, 1112, 1926]
cell-value: 5.32: [140, 1779, 214, 1868]
table-header: Bid Security: [345, 1501, 403, 1555]
eic-notice: Quotation Call Notice No. CE (B) - 4/2012-13: [1134, 1418, 1494, 1443]
cell-name: Sinking of production well of size (200mm x 150mm dia) at Mahatma Gandhi Park, Bhubaneswar.: [34, 1998, 140, 2087]
bda-logo-icon: bda: [12, 1245, 88, 1321]
eic-item: 2. The intending bidders are requested to submit their bid in the prescribed quotation form which can be downloaded from the Government of Odisha website (http://www.odisha.gov.in) or purchased from the office of S.E., Electrical (R&B) Circle, Odisha / E.E., GED-II, Cuttack. Any other form will be summarily rejected.: [1156, 1581, 1488, 1641]
cell-security: 1% of Estimated Cost: [345, 1714, 403, 1779]
letter-date: Date: 28/1/12: [294, 279, 349, 290]
last-date-text: Up to 5.00 P.M. on 10.08.2012: [477, 1665, 536, 1702]
cell-value: 9.66: [140, 1649, 214, 1714]
letter-head-right: 116, Parliament House Annexe New Delhi-110 001 Tel. : 011-23034112 Fax : 011-23034310 Sundargarh Ph. : 06622-273063: [243, 156, 349, 219]
emblem-icon: [173, 156, 207, 196]
bda-website[interactable]: Visit us at : http://www.bdabbsr.in: [235, 1318, 411, 1332]
cesu-item: ● ଏହି ବର୍ଦ୍ଧିତ ବାର୍ଷିକ ବିଦ୍ୟୁତ୍‌ ଦେୟ ଗ୍ରାହକମାନଙ୍କ ଠାରୁ ଅଗଷ୍ଟ ୨୦୧୨ ଠାରୁ ଆଦାୟ କରାଯିବ।: [762, 2008, 1112, 2040]
table-header: Sl No: [11, 1501, 35, 1555]
cell-cost: 2000/- + 5% (VAT): [403, 1998, 464, 2087]
headline-hemanand: ହେମାନନ୍ଦ ଚାନ୍ଦା ...: [75, 104, 289, 139]
letter-recipient: General Manager, Mahanadi Coalfields Ltd. Basundhara Area, Gopalpur, Sundargarh: [15, 525, 118, 575]
bda-title: TENDER CALL NOTICE: [196, 1359, 364, 1376]
col3-section: [750, 32, 936, 1337]
cesu-item-text: ଉପଭୋକ୍ତା ଅଭିଯୋଗ ପାଇଁ ନିକଟସ୍ଥ ବିଦ୍ୟୁତ୍‌ କାର୍ଯ୍ୟାଳୟ ସହ ଯୋଗାଯୋଗ କରନ୍ତୁ।: [762, 2046, 1112, 2078]
bda-date: Date. 31.07.2012: [447, 1336, 548, 1351]
article-body-dog-left: ଢେଙ୍କାନାଳ,୩୧।୮ (ଓ.ଏନ୍‌.ଏ.)- ଢେଙ୍କାନାଳ ଜିଲ୍ଲା କାମାକ୍ଷାନଗର ରେଞ୍ଜ ଅଧୀନ ଏକ ଗାଁରେ କୁକୁର ଆକ୍ରମଣରେ ଏକ କୁଟୁରା ମୃତ୍ୟୁବରଣ କରିଛି। ଖାଦ୍ୟ ସନ୍ଧାନରେ ଜଙ୍ଗଲରୁ ଗାଁ ଆଡ଼କୁ ଆସିଥିବା କୁଟୁରାଟିକୁ ଗାଁର କୁକୁରମାନେ ଘେରିଯାଇ ଆକ୍ରମଣ କରିଥିଲେ। ଗ୍ରାମବାସୀ ଏହାକୁ ଦେଖି କୁକୁରମାନଙ୍କୁ ଘଉଡ଼ାଇଥିଲେ ମଧ୍ୟ ଗୁରୁତର ଆହତ କୁଟୁରାଟିର ମୃତ୍ୟୁ ହୋଇଯାଇଥିଲା। ଖବର ପାଇ ବନବିଭାଗ କର୍ମଚାରୀ ଘଟଣାସ୍ଥଳରେ ପହଞ୍ଚି ମୃତଦେହ ଜବତ କରିଥିଲେ। ପଶୁ ଚିକିତ୍ସକ ମୃତଦେହର ବ୍ୟବଚ୍ଛେଦ କରିଥିଲେ। ଜଙ୍ଗଲରେ ଖାଦ୍ୟ ଓ ପାଣି ଅଭାବ ଯୋଗୁଁ ବନ୍ୟଜନ୍ତୁ ଲୋକାଳୟ ଆଡ଼କୁ ଆସୁଛନ୍ତି ବୋଲି ପରିବେଶବିତ୍‌ମାନେ କହିଛନ୍ତି।: [954, 106, 1114, 491]
letter-signature: (Hemanand Biswal): [268, 470, 349, 481]
col-num: 6: [345, 1555, 403, 1572]
page-header: [0, 0, 1499, 26]
eic-item: 12. Price :- The rate of the lift as per the specification is including all taxes and duties as well as on buy back system where the existing old lift machine are to be replaced. The price should be quoted both in figure and words after verification of the site and consulting to E.E., GED-II, Cuttack to know the details of site position & change in specification if any. The price of specified lift to be installed and the existing old lift to be dismantled wherever necessary for buy back quotation may be quoted in the prescribed schedule including all taxes and duties.: [1156, 2121, 1488, 2217]
bda-building: AKASH SHOVA BUILDING: [223, 1282, 423, 1299]
cell-value: 1.64: [140, 1572, 214, 1649]
article-body-hirakud: ସମ୍ବଲପୁର,୩୧।୮ (ବ୍ୟୁରୋ)- ମହାନଦୀର ଉପରମୁଣ୍ଡରେ ପ୍ରବଳ ବର୍ଷା ହେଉଥିବାରୁ ହୀରାକୁଦ ଜଳଭଣ୍ଡାରକୁ ପାଣି ଛୁଟିବା ବୃଦ୍ଧି ପାଇଛି। ଏଣୁ ଶୁକ୍ରବାର ହୀରାକୁଦ ଡ୍ୟାମର ୫ଟି ଗେଟ ଖୋଲି ଜଳ ନିଷ୍କାସନ କରାଯାଇଛି। ଡ୍ୟାମର ଜଳସ୍ତର ୬୨୬ ଫୁଟ ଅତିକ୍ରମ କରିଥିବା ବେଳେ ଜଳଭଣ୍ଡାରକୁ ପ୍ରତି ସେକେଣ୍ଡରେ ହାରାହାରି ୧ ଲକ୍ଷ ୫୦ ହଜାର କ୍ୟୁସେକ ପାଣି ଆସୁଛି। ବର୍ତ୍ତମାନ ୫ଟି ଗେଟ ଦେଇ ସେକେଣ୍ଡକୁ ୬୫ ହଜାର କ୍ୟୁସେକ ପାଣି ଛଡ଼ାଯାଉଛି। ଆବଶ୍ୟକ ହେଲେ ଅଧିକ ଗେଟ ଖୋଲାଯିବ ବୋଲି ଜଳସମ୍ପଦ ବିଭାଗ ପକ୍ଷରୁ ସୂଚନା ଦିଆଯାଇଛି। ମହାନଦୀ ତଳମୁଣ୍ଡ ଅଞ୍ଚଳର ଲୋକମାନଙ୍କୁ ସତର୍କ ରହିବାକୁ କୁହାଯାଇଛି। ସମ୍ବଲପୁର, ବରଗଡ଼, ସୁବର୍ଣ୍ଣପୁର ଓ ବୌଦ୍ଧ ଜିଲ୍ଲା ପ୍ରଶାସନକୁ ସତର୍କ କରାଯାଇଛି। ଗତ କିଛି ଦିନ ଧରି ଛତିଶଗଡ଼ର ଉପରମୁଣ୍ଡ ଅଞ୍ଚଳରେ ପ୍ରବଳ ବର୍ଷା ହେଉଥିବାରୁ ଜଳ ପ୍ରବାହ ବୃଦ୍ଧି ପାଇଛି। ଡ୍ୟାମର ସର୍ବାଧିକ ଜଳଧାରଣ କ୍ଷମତା ୬୩୦ ଫୁଟ। ଜଳସ୍ତର ନିୟନ୍ତ୍ରଣ ପାଇଁ ଯନ୍ତ୍ରୀମାନେ ଲଗାତାର ନଜର ରଖିଛନ୍ତି। ତଳମୁଣ୍ଡ ଅଞ୍ଚଳରେ ବନ୍ୟା ପରିସ୍ଥିତି ସୃଷ୍ଟି ହେବାର ସମ୍ଭାବନା ନାହିଁ ବୋଲି କର୍ତ୍ତୃପକ୍ଷ କହିଛନ୍ତି।: [750, 133, 936, 659]
diarrhoea-story: [946, 692, 1494, 1112]
eic-item: 13. The other terms and conditions of quotations are available in quotation schedule which will be available during downloading or purchase.: [1156, 2217, 1488, 2241]
cell-period: 1 (One) Calender Month: [214, 1998, 282, 2087]
article-body-chidambaram: କ୍ଷମତାସୀନ ମନ୍ତ୍ରୀଗୋଷ୍ଠୀ (ଇଜିଓଏମ୍‌) ର ଅଧ୍ୟକ୍ଷ ହିସାବରେ ଶ୍ରୀ ଚିଦାମ୍ବରମ୍‌ ଦାୟିତ୍ୱ ଗ୍ରହଣ କରିଛନ୍ତି। ସରକାରଙ୍କ ଆର୍ଥିକ ନୀତିକୁ ସଂସ୍କାରମୁଖୀ କରିବା ସହ ରାଜକୋଷୀୟ ନିଅଣ୍ଟକୁ ନିୟନ୍ତ୍ରଣ କରିବା ତାଙ୍କ ପ୍ରଥମ ପ୍ରାଥମିକତା ହେବ ବୋଲି ସେ କହିଛନ୍ତି। ୨୦୦୮ ମସିହାରେ ମୁମ୍ବାଇ ଆକ୍ରମଣ ପରେ ସେ ଗୃହ ବିଭାଗର ଦାୟିତ୍ୱ ନେଇଥିଲେ। ଏବେ ପୁଣି ଅର୍ଥ ମନ୍ତ୍ରଣାଳୟକୁ ଫେରିଥିବା ଚିଦାମ୍ବରମ୍‌ଙ୍କ ସମ୍ମୁଖରେ ଅନେକ ଆହ୍ୱାନ ରହିଛି। ମୁଦ୍ରାସ୍ଫୀତି, ବୈଦେଶିକ ପୁଞ୍ଜିନିବେଶ ଓ ଶିଳ୍ପ ଅଭିବୃଦ୍ଧି ଆଦି କ୍ଷେତ୍ରରେ ସେ ତୁରନ୍ତ ପଦକ୍ଷେପ ନେବେ ବୋଲି ଆଶା କରାଯାଉଛି।: [566, 1280, 740, 1595]
cell-security: 1% of Estimated Cost: [345, 1779, 403, 1868]
col-num: 4: [214, 1555, 282, 1572]
